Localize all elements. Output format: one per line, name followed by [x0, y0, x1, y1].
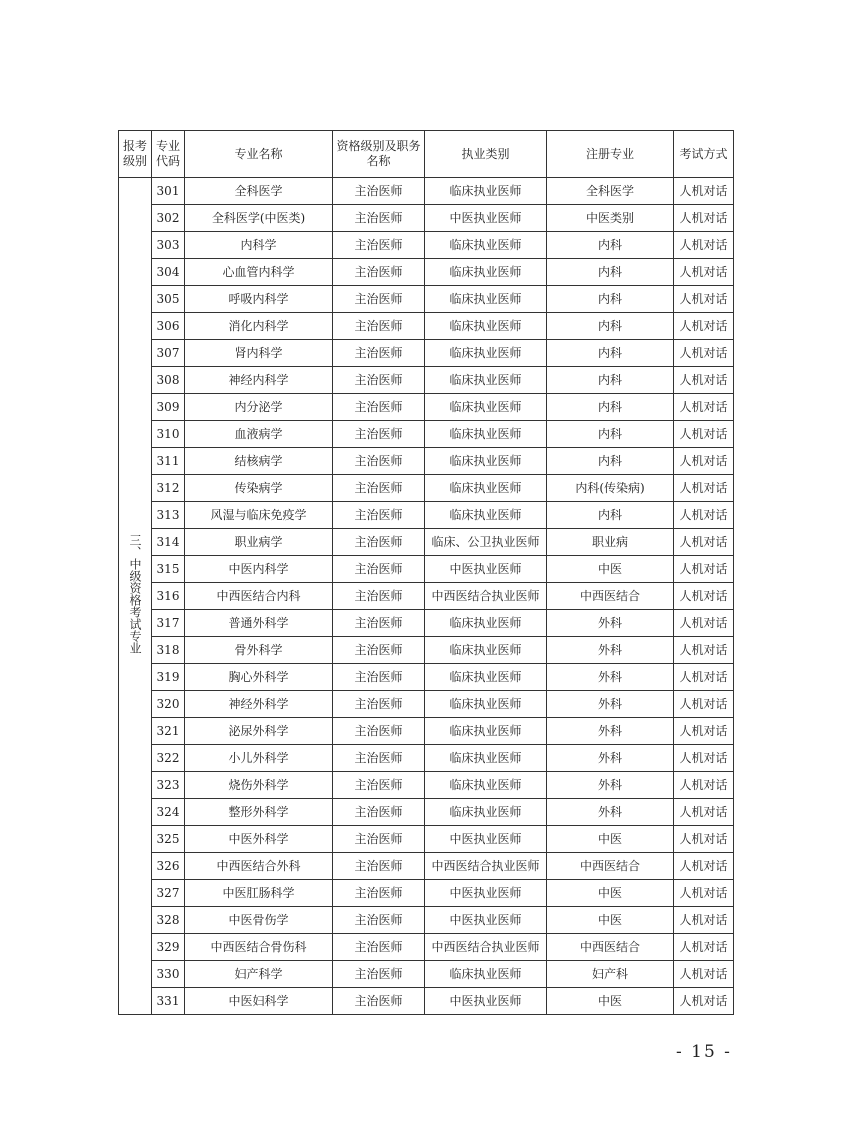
cell-code: 321 — [152, 718, 185, 745]
cell-practice-category: 临床执业医师 — [425, 394, 547, 421]
cell-code: 309 — [152, 394, 185, 421]
cell-exam-method: 人机对话 — [674, 988, 734, 1015]
cell-name: 内科学 — [185, 232, 333, 259]
cell-name: 骨外科学 — [185, 637, 333, 664]
cell-name: 中西医结合外科 — [185, 853, 333, 880]
cell-exam-method: 人机对话 — [674, 853, 734, 880]
cell-exam-method: 人机对话 — [674, 691, 734, 718]
cell-practice-category: 临床执业医师 — [425, 475, 547, 502]
cell-code: 313 — [152, 502, 185, 529]
cell-practice-category: 临床执业医师 — [425, 664, 547, 691]
cell-exam-method: 人机对话 — [674, 610, 734, 637]
cell-registration: 职业病 — [547, 529, 674, 556]
level-group-label: 三、中级资格考试专业 — [128, 534, 142, 654]
cell-practice-category: 中医执业医师 — [425, 205, 547, 232]
cell-qualification: 主治医师 — [333, 367, 425, 394]
cell-exam-method: 人机对话 — [674, 529, 734, 556]
cell-qualification: 主治医师 — [333, 907, 425, 934]
cell-qualification: 主治医师 — [333, 610, 425, 637]
cell-practice-category: 临床执业医师 — [425, 718, 547, 745]
cell-practice-category: 中医执业医师 — [425, 988, 547, 1015]
cell-name: 消化内科学 — [185, 313, 333, 340]
cell-registration: 内科 — [547, 367, 674, 394]
cell-qualification: 主治医师 — [333, 205, 425, 232]
table-row — [119, 286, 734, 313]
cell-code: 303 — [152, 232, 185, 259]
cell-registration: 外科 — [547, 745, 674, 772]
cell-code: 312 — [152, 475, 185, 502]
cell-name: 全科医学(中医类) — [185, 205, 333, 232]
cell-qualification: 主治医师 — [333, 394, 425, 421]
cell-practice-category: 临床执业医师 — [425, 772, 547, 799]
cell-registration: 中西医结合 — [547, 853, 674, 880]
cell-exam-method: 人机对话 — [674, 907, 734, 934]
cell-code: 319 — [152, 664, 185, 691]
cell-name: 中医肛肠科学 — [185, 880, 333, 907]
cell-exam-method: 人机对话 — [674, 502, 734, 529]
table-row — [119, 529, 734, 556]
cell-registration: 外科 — [547, 664, 674, 691]
header-name: 专业名称 — [185, 131, 333, 178]
cell-registration: 中西医结合 — [547, 934, 674, 961]
cell-name: 职业病学 — [185, 529, 333, 556]
cell-name: 中西医结合内科 — [185, 583, 333, 610]
cell-exam-method: 人机对话 — [674, 448, 734, 475]
cell-exam-method: 人机对话 — [674, 394, 734, 421]
cell-registration: 中医类别 — [547, 205, 674, 232]
cell-code: 322 — [152, 745, 185, 772]
table-row — [119, 610, 734, 637]
cell-practice-category: 临床执业医师 — [425, 421, 547, 448]
cell-exam-method: 人机对话 — [674, 772, 734, 799]
table-row — [119, 394, 734, 421]
cell-name: 中西医结合骨伤科 — [185, 934, 333, 961]
table-row — [119, 772, 734, 799]
cell-name: 整形外科学 — [185, 799, 333, 826]
cell-exam-method: 人机对话 — [674, 205, 734, 232]
cell-practice-category: 临床、公卫执业医师 — [425, 529, 547, 556]
cell-code: 318 — [152, 637, 185, 664]
table-row — [119, 448, 734, 475]
cell-qualification: 主治医师 — [333, 232, 425, 259]
cell-qualification: 主治医师 — [333, 259, 425, 286]
cell-registration: 内科 — [547, 259, 674, 286]
cell-practice-category: 临床执业医师 — [425, 448, 547, 475]
cell-name: 结核病学 — [185, 448, 333, 475]
cell-exam-method: 人机对话 — [674, 367, 734, 394]
table-row — [119, 583, 734, 610]
cell-qualification: 主治医师 — [333, 556, 425, 583]
cell-registration: 中医 — [547, 826, 674, 853]
table-row — [119, 961, 734, 988]
cell-practice-category: 临床执业医师 — [425, 313, 547, 340]
header-level: 报考级别 — [119, 131, 152, 178]
cell-registration: 内科 — [547, 502, 674, 529]
cell-code: 310 — [152, 421, 185, 448]
cell-qualification: 主治医师 — [333, 421, 425, 448]
cell-registration: 内科 — [547, 340, 674, 367]
cell-qualification: 主治医师 — [333, 529, 425, 556]
cell-exam-method: 人机对话 — [674, 421, 734, 448]
cell-registration: 内科 — [547, 313, 674, 340]
cell-code: 329 — [152, 934, 185, 961]
table-header — [119, 131, 734, 178]
cell-practice-category: 中西医结合执业医师 — [425, 934, 547, 961]
cell-name: 中医妇科学 — [185, 988, 333, 1015]
cell-code: 306 — [152, 313, 185, 340]
cell-practice-category: 临床执业医师 — [425, 610, 547, 637]
cell-qualification: 主治医师 — [333, 502, 425, 529]
cell-registration: 中医 — [547, 907, 674, 934]
cell-name: 全科医学 — [185, 178, 333, 205]
table-row — [119, 988, 734, 1015]
cell-practice-category: 中西医结合执业医师 — [425, 853, 547, 880]
cell-exam-method: 人机对话 — [674, 313, 734, 340]
table-row — [119, 556, 734, 583]
cell-code: 325 — [152, 826, 185, 853]
cell-qualification: 主治医师 — [333, 853, 425, 880]
cell-name: 胸心外科学 — [185, 664, 333, 691]
cell-registration: 外科 — [547, 718, 674, 745]
cell-practice-category: 临床执业医师 — [425, 691, 547, 718]
cell-code: 307 — [152, 340, 185, 367]
cell-practice-category: 临床执业医师 — [425, 745, 547, 772]
cell-name: 泌尿外科学 — [185, 718, 333, 745]
cell-practice-category: 中医执业医师 — [425, 556, 547, 583]
cell-exam-method: 人机对话 — [674, 583, 734, 610]
cell-qualification: 主治医师 — [333, 475, 425, 502]
cell-qualification: 主治医师 — [333, 799, 425, 826]
cell-code: 317 — [152, 610, 185, 637]
cell-code: 308 — [152, 367, 185, 394]
cell-name: 呼吸内科学 — [185, 286, 333, 313]
cell-qualification: 主治医师 — [333, 637, 425, 664]
cell-practice-category: 临床执业医师 — [425, 286, 547, 313]
table-row — [119, 664, 734, 691]
cell-qualification: 主治医师 — [333, 286, 425, 313]
cell-name: 妇产科学 — [185, 961, 333, 988]
header-practice-category: 执业类别 — [425, 131, 547, 178]
cell-practice-category: 临床执业医师 — [425, 367, 547, 394]
table-row — [119, 853, 734, 880]
cell-practice-category: 中医执业医师 — [425, 880, 547, 907]
table-row — [119, 367, 734, 394]
header-code: 专业代码 — [152, 131, 185, 178]
cell-qualification: 主治医师 — [333, 718, 425, 745]
cell-code: 315 — [152, 556, 185, 583]
cell-exam-method: 人机对话 — [674, 178, 734, 205]
table-row — [119, 691, 734, 718]
cell-exam-method: 人机对话 — [674, 259, 734, 286]
cell-exam-method: 人机对话 — [674, 475, 734, 502]
cell-practice-category: 临床执业医师 — [425, 637, 547, 664]
specialty-table — [118, 130, 734, 1015]
cell-name: 肾内科学 — [185, 340, 333, 367]
cell-name: 普通外科学 — [185, 610, 333, 637]
cell-registration: 内科 — [547, 421, 674, 448]
table-row — [119, 232, 734, 259]
table-row — [119, 799, 734, 826]
cell-registration: 全科医学 — [547, 178, 674, 205]
cell-exam-method: 人机对话 — [674, 718, 734, 745]
cell-qualification: 主治医师 — [333, 826, 425, 853]
cell-qualification: 主治医师 — [333, 313, 425, 340]
cell-qualification: 主治医师 — [333, 934, 425, 961]
cell-name: 中医外科学 — [185, 826, 333, 853]
cell-practice-category: 中医执业医师 — [425, 907, 547, 934]
cell-exam-method: 人机对话 — [674, 286, 734, 313]
cell-registration: 内科 — [547, 394, 674, 421]
cell-exam-method: 人机对话 — [674, 961, 734, 988]
cell-code: 302 — [152, 205, 185, 232]
table-row — [119, 340, 734, 367]
cell-code: 301 — [152, 178, 185, 205]
cell-name: 风湿与临床免疫学 — [185, 502, 333, 529]
cell-exam-method: 人机对话 — [674, 934, 734, 961]
cell-registration: 中西医结合 — [547, 583, 674, 610]
cell-code: 311 — [152, 448, 185, 475]
table-row — [119, 745, 734, 772]
cell-code: 331 — [152, 988, 185, 1015]
header-registration: 注册专业 — [547, 131, 674, 178]
table-row — [119, 934, 734, 961]
cell-exam-method: 人机对话 — [674, 232, 734, 259]
cell-practice-category: 临床执业医师 — [425, 799, 547, 826]
cell-registration: 外科 — [547, 772, 674, 799]
cell-code: 323 — [152, 772, 185, 799]
table-row — [119, 637, 734, 664]
cell-registration: 妇产科 — [547, 961, 674, 988]
cell-code: 304 — [152, 259, 185, 286]
cell-code: 330 — [152, 961, 185, 988]
cell-name: 传染病学 — [185, 475, 333, 502]
cell-practice-category: 临床执业医师 — [425, 340, 547, 367]
table-row — [119, 313, 734, 340]
cell-code: 328 — [152, 907, 185, 934]
table-row — [119, 259, 734, 286]
cell-exam-method: 人机对话 — [674, 556, 734, 583]
cell-registration: 内科 — [547, 448, 674, 475]
cell-code: 314 — [152, 529, 185, 556]
cell-practice-category: 临床执业医师 — [425, 259, 547, 286]
cell-qualification: 主治医师 — [333, 178, 425, 205]
level-group-cell — [119, 178, 152, 1015]
cell-exam-method: 人机对话 — [674, 637, 734, 664]
cell-qualification: 主治医师 — [333, 340, 425, 367]
cell-qualification: 主治医师 — [333, 691, 425, 718]
cell-registration: 中医 — [547, 988, 674, 1015]
cell-qualification: 主治医师 — [333, 448, 425, 475]
cell-code: 324 — [152, 799, 185, 826]
cell-registration: 内科 — [547, 286, 674, 313]
cell-exam-method: 人机对话 — [674, 745, 734, 772]
cell-code: 316 — [152, 583, 185, 610]
cell-registration: 中医 — [547, 880, 674, 907]
cell-registration: 中医 — [547, 556, 674, 583]
cell-name: 中医内科学 — [185, 556, 333, 583]
cell-name: 心血管内科学 — [185, 259, 333, 286]
cell-qualification: 主治医师 — [333, 961, 425, 988]
cell-qualification: 主治医师 — [333, 772, 425, 799]
cell-registration: 外科 — [547, 610, 674, 637]
cell-registration: 外科 — [547, 691, 674, 718]
table-row — [119, 421, 734, 448]
cell-qualification: 主治医师 — [333, 880, 425, 907]
cell-practice-category: 临床执业医师 — [425, 502, 547, 529]
cell-qualification: 主治医师 — [333, 988, 425, 1015]
cell-practice-category: 中西医结合执业医师 — [425, 583, 547, 610]
table-row — [119, 502, 734, 529]
cell-code: 320 — [152, 691, 185, 718]
cell-exam-method: 人机对话 — [674, 880, 734, 907]
cell-practice-category: 临床执业医师 — [425, 961, 547, 988]
cell-exam-method: 人机对话 — [674, 664, 734, 691]
cell-practice-category: 临床执业医师 — [425, 178, 547, 205]
cell-registration: 内科 — [547, 232, 674, 259]
cell-qualification: 主治医师 — [333, 583, 425, 610]
cell-practice-category: 中医执业医师 — [425, 826, 547, 853]
cell-qualification: 主治医师 — [333, 745, 425, 772]
cell-name: 小儿外科学 — [185, 745, 333, 772]
cell-name: 烧伤外科学 — [185, 772, 333, 799]
table-body — [119, 178, 734, 1015]
cell-practice-category: 临床执业医师 — [425, 232, 547, 259]
page-number: - 15 - — [676, 1042, 732, 1062]
table-row — [119, 826, 734, 853]
cell-registration: 外科 — [547, 637, 674, 664]
cell-exam-method: 人机对话 — [674, 340, 734, 367]
cell-name: 神经外科学 — [185, 691, 333, 718]
table-row — [119, 205, 734, 232]
cell-exam-method: 人机对话 — [674, 799, 734, 826]
cell-code: 327 — [152, 880, 185, 907]
table-row — [119, 718, 734, 745]
cell-code: 305 — [152, 286, 185, 313]
cell-name: 神经内科学 — [185, 367, 333, 394]
cell-exam-method: 人机对话 — [674, 826, 734, 853]
cell-registration: 外科 — [547, 799, 674, 826]
cell-registration: 内科(传染病) — [547, 475, 674, 502]
cell-name: 内分泌学 — [185, 394, 333, 421]
table-row — [119, 907, 734, 934]
header-exam-method: 考试方式 — [674, 131, 734, 178]
table-row — [119, 178, 734, 205]
cell-code: 326 — [152, 853, 185, 880]
cell-name: 中医骨伤学 — [185, 907, 333, 934]
table-row — [119, 475, 734, 502]
table-row — [119, 880, 734, 907]
header-row — [119, 131, 734, 178]
cell-qualification: 主治医师 — [333, 664, 425, 691]
cell-name: 血液病学 — [185, 421, 333, 448]
header-qualification: 资格级别及职务名称 — [333, 131, 425, 178]
